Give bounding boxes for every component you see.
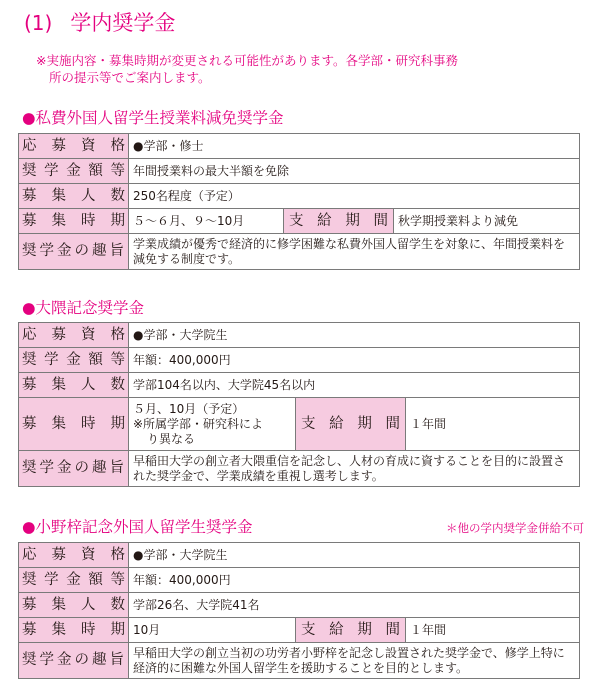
notice-text: [36, 52, 596, 86]
scholarship-2-heading: ●大隈記念奨学金: [22, 299, 145, 317]
value-payment-period: １年間: [406, 618, 580, 643]
scholarship-3-note: ＊他の学内奨学金併給不可: [446, 521, 584, 535]
table-row-amount: [19, 348, 580, 373]
section-title: 学内奨学金: [70, 11, 176, 35]
label-payment-period: 支給期間: [296, 618, 406, 643]
value-recruit-period: 10月: [129, 618, 296, 643]
value-amount: 年額：400,000円: [129, 568, 580, 593]
value-eligibility: ●学部・大学院生: [129, 543, 580, 568]
table-row-recruit-number: [19, 373, 580, 398]
label-recruit-period: 募集時期: [19, 618, 129, 643]
table-row-recruit-number: [19, 184, 580, 209]
value-purpose: 学業成績が優秀で経済的に修学困難な私費外国人留学生を対象に、年間授業料を減免する制度です。: [129, 234, 580, 270]
label-recruit-period: 募集時期: [19, 398, 129, 451]
label-amount: 奨学金額等: [19, 348, 129, 373]
label-amount: 奨学金額等: [19, 568, 129, 593]
table-row-purpose: [19, 234, 580, 270]
label-payment-period: 支給期間: [284, 209, 394, 234]
value-recruit-period: [129, 398, 296, 451]
label-recruit-period: 募集時期: [19, 209, 129, 234]
value-eligibility: ●学部・大学院生: [129, 323, 580, 348]
scholarship-1-heading: ●私費外国人留学生授業料減免奨学金: [22, 109, 284, 127]
label-recruit-number: 募集人数: [19, 593, 129, 618]
table-row-amount: [19, 568, 580, 593]
label-eligibility: 応募資格: [19, 134, 129, 159]
label-payment-period: 支給期間: [296, 398, 406, 451]
table-row-eligibility: [19, 323, 580, 348]
value-amount: 年間授業料の最大半額を免除: [129, 159, 580, 184]
table-row-eligibility: [19, 134, 580, 159]
value-recruit-number: 学部104名以内、大学院45名以内: [129, 373, 580, 398]
section-number: (1): [24, 11, 53, 35]
label-recruit-number: 募集人数: [19, 184, 129, 209]
table-row-periods: [19, 398, 580, 451]
value-payment-period: １年間: [406, 398, 580, 451]
value-recruit-period: ５～６月、９～10月: [129, 209, 284, 234]
label-purpose: 奨学金の趣旨: [19, 451, 129, 487]
scholarship-3-table: [18, 542, 580, 679]
table-row-periods: [19, 618, 580, 643]
table-row-recruit-number: [19, 593, 580, 618]
notice-line-1: ※実施内容・募集時期が変更される可能性があります。各学部・研究科事務: [36, 53, 458, 68]
label-purpose: 奨学金の趣旨: [19, 643, 129, 679]
notice-line-2: 所の提示等でご案内します。: [49, 70, 211, 85]
scholarship-3-heading: ●小野梓記念外国人留学生奨学金: [22, 518, 253, 536]
label-amount: 奨学金額等: [19, 159, 129, 184]
label-purpose: 奨学金の趣旨: [19, 234, 129, 270]
recruit-period-note-cont: り異なる: [147, 431, 196, 446]
label-eligibility: 応募資格: [19, 543, 129, 568]
label-recruit-number: 募集人数: [19, 373, 129, 398]
page-title: [24, 8, 175, 38]
table-row-purpose: [19, 643, 580, 679]
table-row-amount: [19, 159, 580, 184]
recruit-period-text: ５月、10月（予定）: [133, 401, 245, 416]
scholarship-2-table: [18, 322, 580, 487]
value-purpose: 早稲田大学の創立当初の功労者小野梓を記念し設置された奨学金で、修学上特に経済的に困難な外国人留学生を援助することを目的とします。: [129, 643, 580, 679]
value-recruit-number: 250名程度（予定）: [129, 184, 580, 209]
recruit-period-note: ※所属学部・研究科によ: [133, 416, 264, 431]
value-amount: 年額：400,000円: [129, 348, 580, 373]
table-row-purpose: [19, 451, 580, 487]
value-recruit-number: 学部26名、大学院41名: [129, 593, 580, 618]
table-row-eligibility: [19, 543, 580, 568]
value-eligibility: ●学部・修士: [129, 134, 580, 159]
scholarship-1-table: [18, 133, 580, 270]
table-row-periods: [19, 209, 580, 234]
value-payment-period: 秋学期授業料より減免: [394, 209, 580, 234]
label-eligibility: 応募資格: [19, 323, 129, 348]
value-purpose: 早稲田大学の創立者大隈重信を記念し、人材の育成に資することを目的に設置された奨学金で、学業成績を重視し選考します。: [129, 451, 580, 487]
